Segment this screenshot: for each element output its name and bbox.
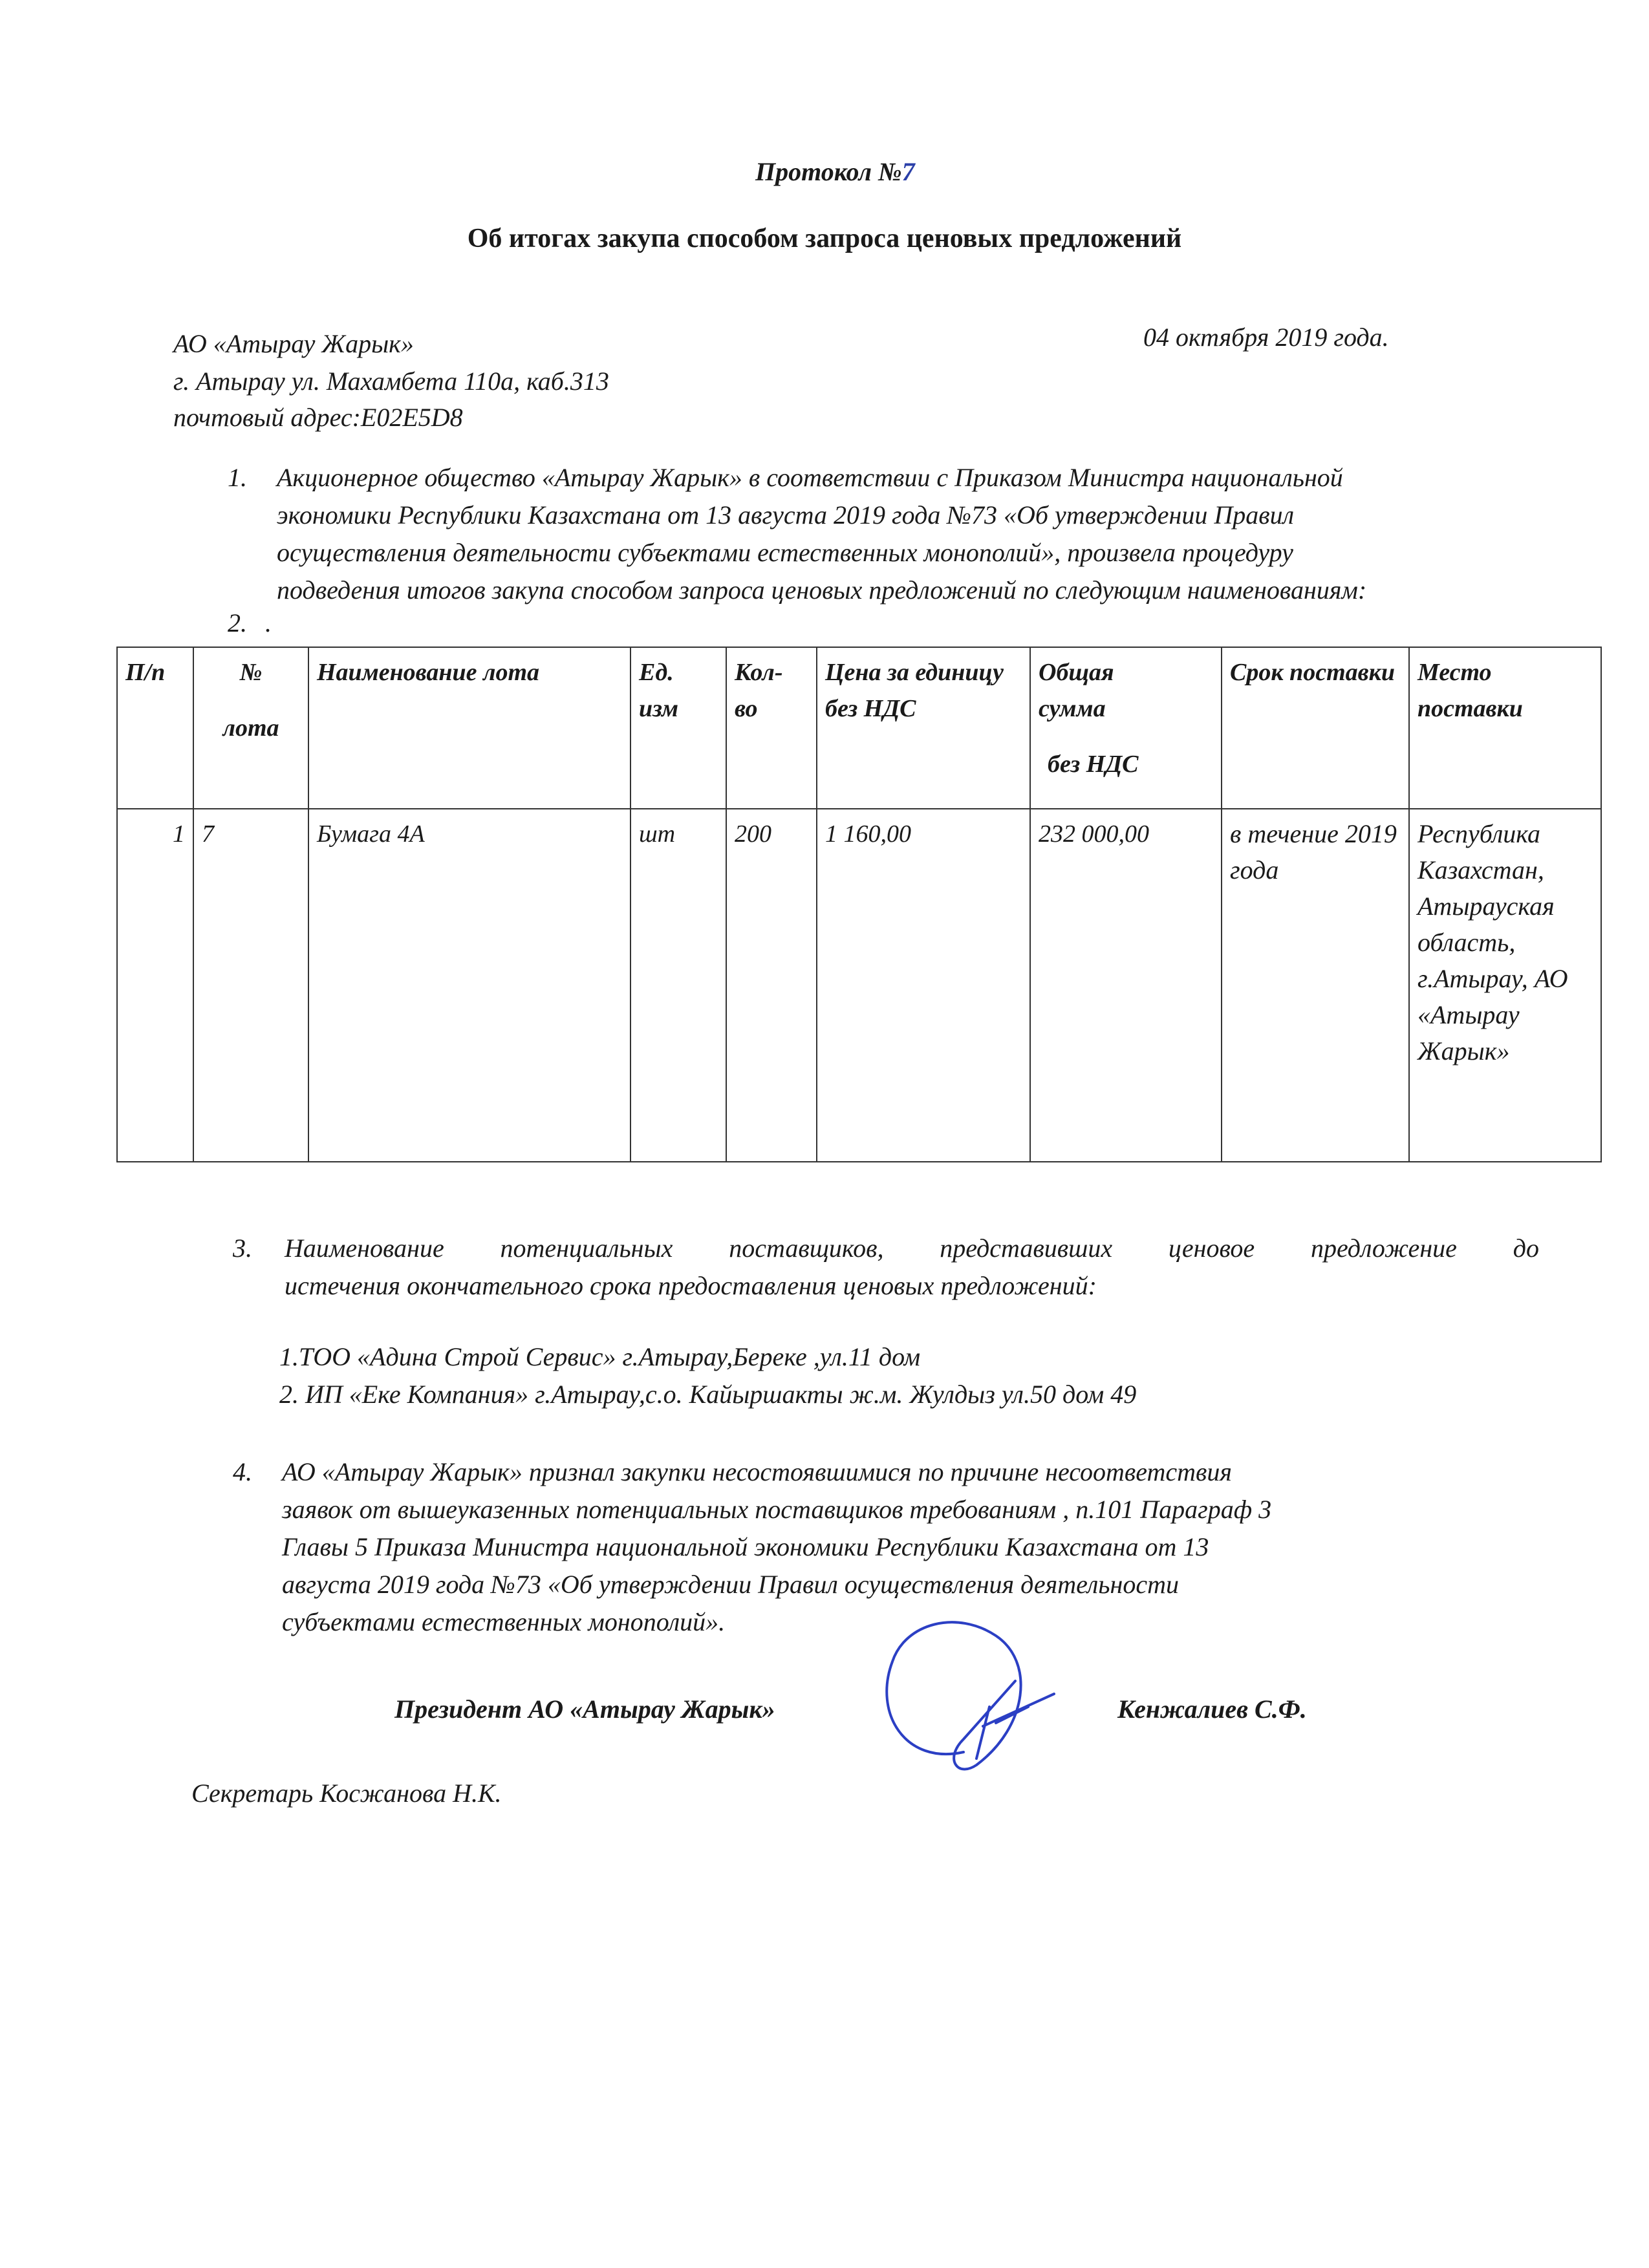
handwritten-signature xyxy=(867,1597,1086,1791)
header-total-line: сумма xyxy=(1039,695,1106,722)
paragraph-3 xyxy=(285,1230,1539,1305)
paragraph-1 xyxy=(277,459,1366,609)
cell-total: 232 000,00 xyxy=(1030,809,1222,1162)
document-date: 04 октября 2019 года. xyxy=(1143,323,1389,352)
cell-lot-number: 7 xyxy=(193,809,308,1162)
header-total-line: без НДС xyxy=(1048,751,1139,778)
header-lot-number-line: лота xyxy=(222,714,279,742)
cell-pn: 1 xyxy=(117,809,193,1162)
header-lot-name: Наименование лота xyxy=(308,647,630,809)
paragraph-1-line: экономики Республики Казахстана от 13 августа 2019 года №73 «Об утверждении Правил xyxy=(277,500,1295,530)
paragraph-1-number: 1. xyxy=(228,463,247,492)
paragraph-3-line: истечения окончательного срока предоставления ценовых предложений: xyxy=(285,1271,1097,1300)
protocol-title xyxy=(755,156,915,187)
paragraph-4-line: субъектами естественных монополий». xyxy=(282,1607,726,1636)
lots-table xyxy=(116,647,1602,1162)
signatory-name: Кенжалиев С.Ф. xyxy=(1117,1695,1307,1724)
table-header-row xyxy=(117,647,1601,809)
org-address: г. Атырау ул. Махамбета 110а, каб.313 xyxy=(173,367,609,396)
header-quantity xyxy=(726,647,817,809)
header-delivery-term: Срок поставки xyxy=(1222,647,1409,809)
cell-lot-name: Бумага 4А xyxy=(308,809,630,1162)
supplier-item: 1.ТОО «Адина Строй Сервис» г.Атырау,Береке ,ул.11 дом xyxy=(279,1342,921,1371)
paragraph-4-line: августа 2019 года №73 «Об утверждении Правил осуществления деятельности xyxy=(282,1570,1179,1599)
protocol-number: 7 xyxy=(901,157,915,186)
paragraph-1-line: Акционерное общество «Атырау Жарык» в соответствии с Приказом Министра национальной xyxy=(277,463,1343,492)
org-postal-address: почтовый адрес:Е02Е5D8 xyxy=(173,403,463,432)
table-row xyxy=(117,809,1601,1162)
header-lot-number-line: № xyxy=(239,659,263,686)
header-quantity-line: Кол- xyxy=(735,659,783,686)
paragraph-1-line: осуществления деятельности субъектами естественных монополий», произвела процедуру xyxy=(277,538,1293,567)
cell-quantity: 200 xyxy=(726,809,817,1162)
paragraph-4-line: АО «Атырау Жарык» признал закупки несостоявшимися по причине несоответствия xyxy=(282,1457,1232,1486)
paragraph-4-line: Главы 5 Приказа Министра национальной экономики Республики Казахстана от 13 xyxy=(282,1532,1209,1561)
header-pn: П/п xyxy=(117,647,193,809)
cell-delivery-term: в течение 2019 года xyxy=(1222,809,1409,1162)
paragraph-3-number: 3. xyxy=(233,1234,252,1263)
paragraph-2-number: 2. xyxy=(228,608,247,637)
header-delivery-place: Место поставки xyxy=(1409,647,1601,809)
secretary-line: Секретарь Косжанова Н.К. xyxy=(191,1779,502,1808)
header-unit-line: изм xyxy=(639,695,679,722)
header-unit xyxy=(630,647,726,809)
paragraph-4-line: заявок от вышеуказенных потенциальных поставщиков требованиям , п.101 Параграф 3 xyxy=(282,1495,1272,1524)
header-total-line: Общая xyxy=(1039,659,1114,686)
paragraph-3-line: Наименование потенциальных поставщиков, представивших ценовое предложение до xyxy=(285,1234,1539,1263)
supplier-list xyxy=(279,1338,1136,1413)
header-unit-price: Цена за единицу без НДС xyxy=(817,647,1030,809)
supplier-item: 2. ИП «Еке Компания» г.Атырау,с.о. Кайыршакты ж.м. Жулдыз ул.50 дом 49 xyxy=(279,1380,1137,1409)
cell-unit-price: 1 160,00 xyxy=(817,809,1030,1162)
paragraph-4-number: 4. xyxy=(233,1457,252,1486)
org-name: АО «Атырау Жарык» xyxy=(173,329,414,358)
signatory-role: Президент АО «Атырау Жарык» xyxy=(394,1695,775,1724)
cell-unit: шт xyxy=(630,809,726,1162)
cell-delivery-place: Республика Казахстан, Атырауская область, г.Атырау, АО «Атырау Жарык» xyxy=(1409,809,1601,1162)
header-quantity-line: во xyxy=(735,695,758,722)
protocol-label: Протокол № xyxy=(755,157,902,186)
header-unit-line: Ед. xyxy=(639,659,674,686)
header-total xyxy=(1030,647,1222,809)
protocol-subject: Об итогах закупа способом запроса ценовых предложений xyxy=(467,224,1182,253)
paragraph-2-text: . xyxy=(265,608,272,637)
header-lot-number xyxy=(193,647,308,809)
paragraph-4 xyxy=(282,1453,1271,1641)
paragraph-1-line: подведения итогов закупа способом запроса ценовых предложений по следующим наименованиям: xyxy=(277,575,1367,604)
signature-drawing xyxy=(867,1597,1086,1791)
